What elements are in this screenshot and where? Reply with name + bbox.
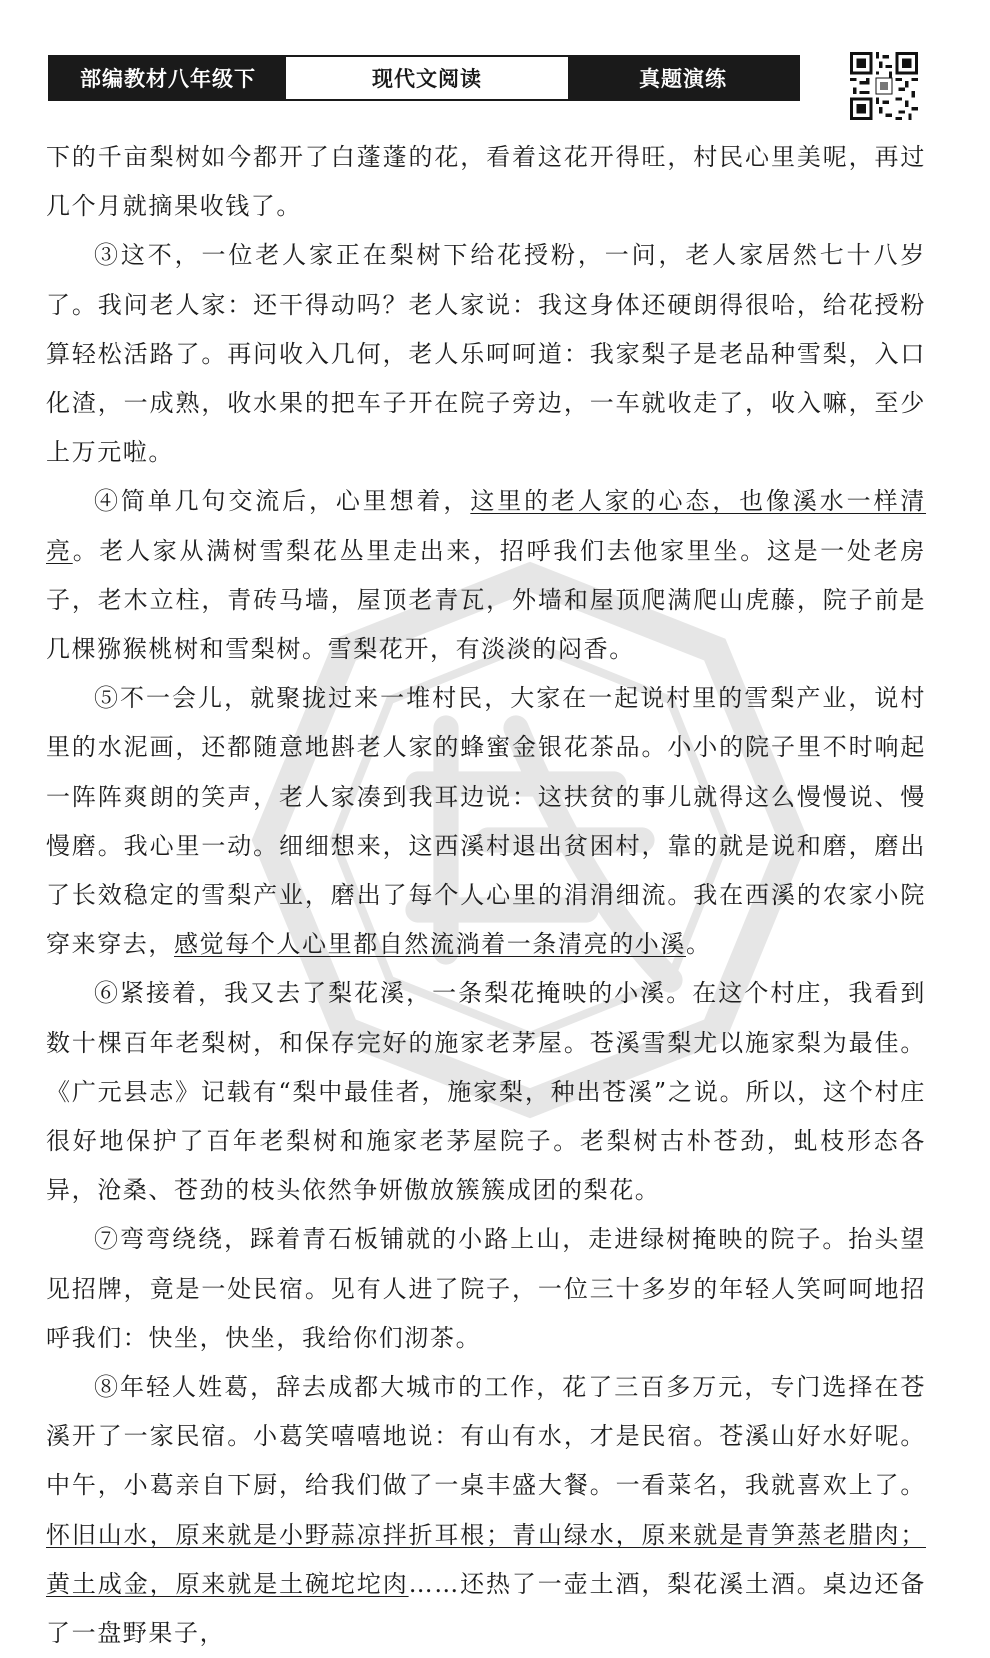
paragraph-5-part-a: ⑤不一会儿，就聚拢过来一堆村民，大家在一起说村里的雪梨产业，说村里的水泥画，还都随意地斟老人家的蜂蜜金银花茶品。小小的院子里不时响起一阵阵爽朗的笑声，老人家凑到我耳边说：这扶贫的事儿就得这么慢慢说、慢慢磨。我心里一动。细细想来，这西溪村退出贫困村，靠的就是说和磨，磨出了长效稳定的雪梨产业，磨出了每个人心里的涓涓细流。我在西溪的农家小院穿来穿去， <box>46 684 926 959</box>
paragraph-5-underlined: 感觉每个人心里都自然流淌着一条清亮的小溪 <box>174 930 686 959</box>
paragraph-5-part-b: 。 <box>686 930 712 959</box>
paragraph-8-part-a: ⑧年轻人姓葛，辞去成都大城市的工作，花了三百多万元，专门选择在苍溪开了一家民宿。小葛笑嘻嘻地说：有山有水，才是民宿。苍溪山好水好呢。中午，小葛亲自下厨，给我们做了一桌丰盛大餐。一看菜名，我就喜欢上了。 <box>46 1373 926 1500</box>
paragraph-8-underlined: 怀旧山水，原来就是小野蒜凉拌折耳根；青山绿水，原来就是青笋蒸老腊肉；黄土成金，原来就是土碗坨坨肉 <box>46 1520 926 1598</box>
paragraph-4-part-a: ④简单几句交流后，心里想着， <box>94 487 471 516</box>
paragraph-4-underlined: 这里的老人家的心态，也像溪水一样清亮 <box>46 487 927 565</box>
paragraph-3: ③这不，一位老人家正在梨树下给花授粉，一问，老人家居然七十八岁了。我问老人家：还干得动吗？老人家说：我这身体还硬朗得很哈，给花授粉算轻松活路了。再问收入几何，老人乐呵呵道：我家梨子是老品种雪梨，入口化渣，一成熟，收水果的把车子开在院子旁边，一车就收走了，收入嘛，至少上万元啦。 <box>46 241 926 467</box>
paragraph-4 <box>46 477 926 674</box>
header-practice-label: 真题演练 <box>568 57 798 99</box>
qr-code-icon <box>850 52 918 120</box>
paragraph-4-part-b: 。老人家从满树雪梨花丛里走出来，招呼我们去他家里坐。这是一处老房子，老木立柱，青砖马墙，屋顶老青瓦，外墙和屋顶爬满爬山虎藤，院子前是几棵猕猴桃树和雪梨树。雪梨花开，有淡淡的闷香。 <box>46 536 926 664</box>
paragraph-5 <box>46 674 926 969</box>
paragraph-continued: 下的千亩梨树如今都开了白蓬蓬的花，看着这花开得旺，村民心里美呢，再过几个月就摘果收钱了。 <box>46 143 926 221</box>
paragraph-8-part-b: ……还热了一壶土酒，梨花溪土酒。桌边还备了一盘野果子， <box>46 1569 927 1648</box>
article-body <box>46 133 926 1658</box>
paragraph-6: ⑥紧接着，我又去了梨花溪，一条梨花掩映的小溪。在这个村庄，我看到数十棵百年老梨树，和保存完好的施家老茅屋。苍溪雪梨尤以施家梨为最佳。《广元县志》记载有“梨中最佳者，施家梨，种出苍溪”之说。所以，这个村庄很好地保护了百年老梨树和施家老茅屋院子。老梨树古朴苍劲，虬枝形态各异，沧桑、苍劲的枝头依然争妍傲放簇簇成团的梨花。 <box>46 979 926 1205</box>
header-textbook-label: 部编教材八年级下 <box>50 57 286 99</box>
paragraph-8 <box>46 1363 926 1658</box>
header-section-label: 现代文阅读 <box>286 57 568 99</box>
paragraph-7: ⑦弯弯绕绕，踩着青石板铺就的小路上山，走进绿树掩映的院子。抬头望见招牌，竟是一处民宿。见有人进了院子，一位三十多岁的年轻人笑呵呵地招呼我们：快坐，快坐，我给你们沏茶。 <box>46 1225 926 1352</box>
header-bar <box>48 55 800 101</box>
